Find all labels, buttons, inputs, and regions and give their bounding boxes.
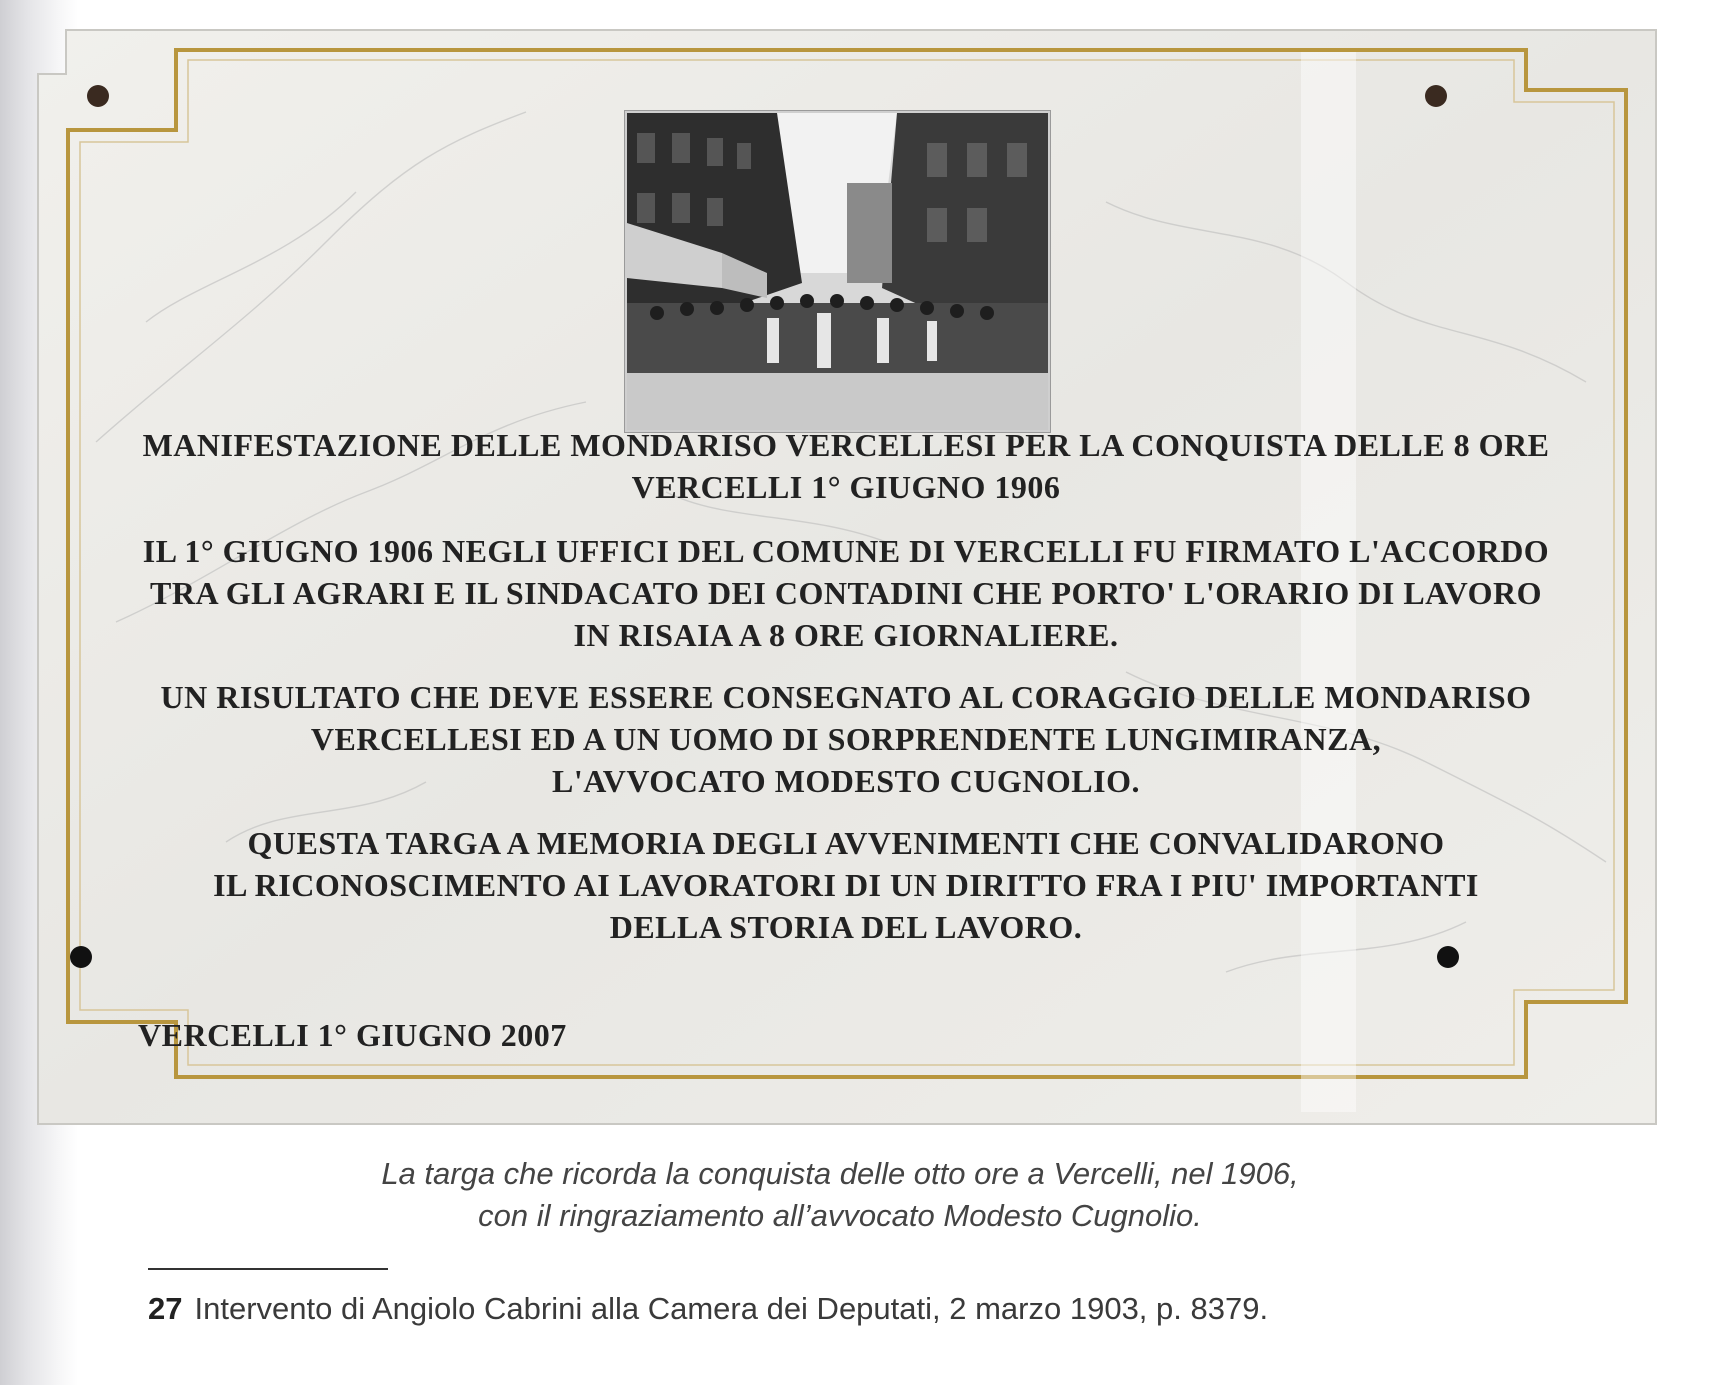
paragraph-3-line-1: QUESTA TARGA A MEMORIA DEGLI AVVENIMENTI CHE CONVALIDARONO (247, 825, 1445, 861)
historical-street-photo (625, 111, 1050, 432)
footnote-separator (148, 1268, 388, 1270)
plaque-paragraph-3 (106, 822, 1586, 948)
plaque-date: VERCELLI 1° GIUGNO 2007 (138, 1017, 567, 1053)
heading-line-2: VERCELLI 1° GIUGNO 1906 (631, 469, 1061, 505)
plaque-paragraph-1 (106, 530, 1586, 656)
paragraph-3-line-3: DELLA STORIA DEL LAVORO. (609, 909, 1083, 945)
memorial-plaque (26, 22, 1666, 1132)
footnote-text: Intervento di Angiolo Cabrini alla Camera dei Deputati, 2 marzo 1903, p. 8379. (194, 1291, 1269, 1326)
bolt-top-right (1425, 85, 1447, 107)
caption-line-2: con il ringraziamento all’avvocato Modesto Cugnolio. (478, 1198, 1202, 1233)
plaque-heading (106, 424, 1586, 508)
paragraph-1-line-1: IL 1° GIUGNO 1906 NEGLI UFFICI DEL COMUNE DI VERCELLI FU FIRMATO L'ACCORDO (142, 533, 1550, 569)
plaque-paragraph-2 (106, 676, 1586, 802)
paragraph-1-line-2: TRA GLI AGRARI E IL SINDACATO DEI CONTADINI CHE PORTO' L'ORARIO DI LAVORO (149, 575, 1543, 611)
bolt-bottom-right (1437, 946, 1459, 968)
paragraph-2-line-1: UN RISULTATO CHE DEVE ESSERE CONSEGNATO AL CORAGGIO DELLE MONDARISO (160, 679, 1532, 715)
bolt-bottom-left (70, 946, 92, 968)
caption-line-1: La targa che ricorda la conquista delle otto ore a Vercelli, nel 1906, (381, 1156, 1299, 1191)
bolt-top-left (87, 85, 109, 107)
figure-caption (170, 1153, 1510, 1237)
footnote (148, 1291, 1268, 1327)
heading-line-1: MANIFESTAZIONE DELLE MONDARISO VERCELLESI PER LA CONQUISTA DELLE 8 ORE (142, 427, 1550, 463)
footnote-number: 27 (148, 1291, 183, 1326)
paragraph-2-line-3: L'AVVOCATO MODESTO CUGNOLIO. (552, 763, 1140, 799)
photo-image (627, 113, 1048, 430)
paragraph-3-line-2: IL RICONOSCIMENTO AI LAVORATORI DI UN DIRITTO FRA I PIU' IMPORTANTI (213, 867, 1479, 903)
paragraph-1-line-3: IN RISAIA A 8 ORE GIORNALIERE. (573, 617, 1119, 653)
paragraph-2-line-2: VERCELLESI ED A UN UOMO DI SORPRENDENTE LUNGIMIRANZA, (310, 721, 1382, 757)
